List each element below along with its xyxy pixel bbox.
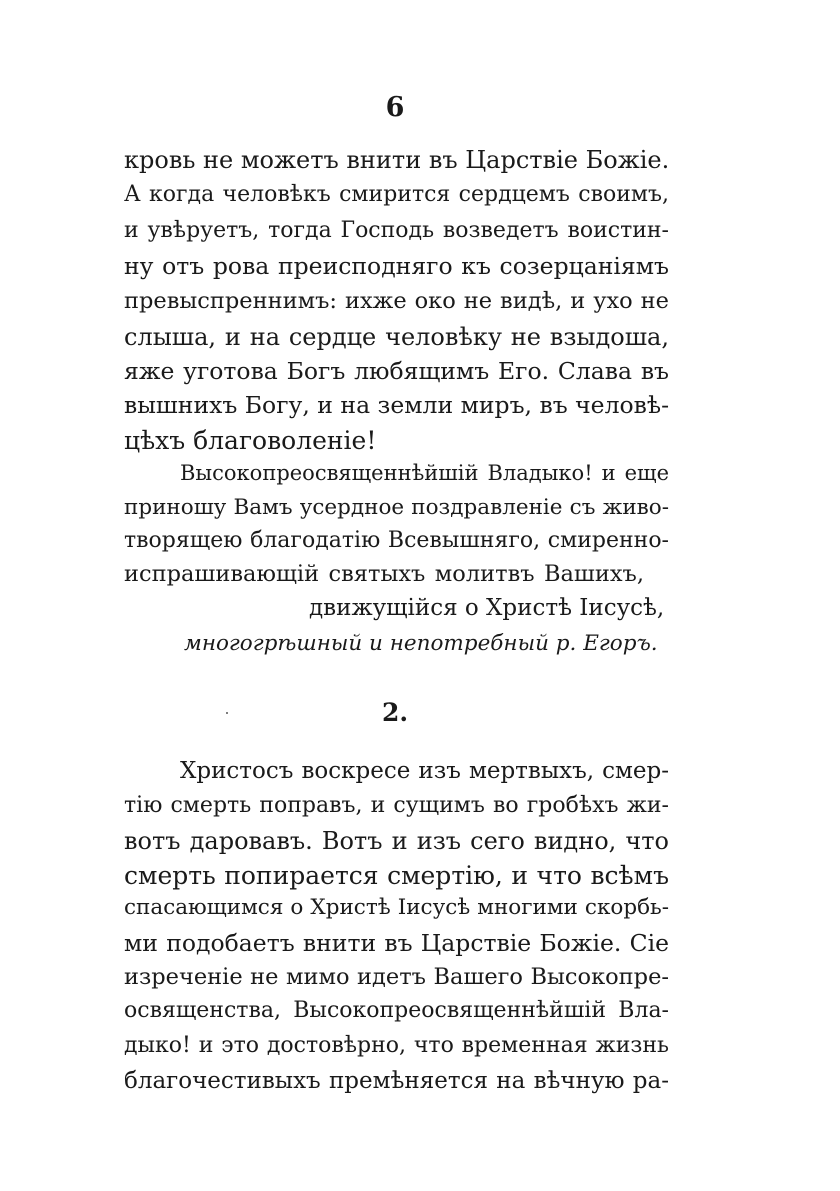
text-line: кровь не можетъ внити въ Царствіе Божіе. [124, 146, 670, 174]
text-line: Христосъ воскресе изъ мертвыхъ, смер- [180, 758, 669, 784]
text-line: А когда человѣкъ смирится сердцемъ своимъ, [124, 182, 669, 207]
address-line: Высокопреосвященнѣйшій Владыко! и еще [180, 461, 669, 485]
address-line: творящею благодатію Всевышняго, смиренно- [124, 528, 669, 553]
text-line: слыша, и на сердце человѣку не взыдоша, [124, 323, 669, 351]
address-line: испрашивающій святыхъ молитвъ Вашихъ, [124, 561, 644, 587]
signature-name: многогрѣшный и непотребный р. Егоръ. [184, 631, 658, 656]
text-line: и увѣруетъ, тогда Господь возведетъ воистин- [124, 218, 669, 243]
section-number: 2. [381, 698, 409, 727]
page-number: 6 [385, 92, 405, 123]
text-line: спасающимся о Христѣ Іисусѣ многими скорбь- [124, 895, 669, 920]
text-line: дыко! и это достовѣрно, что временная жизнь [124, 1033, 669, 1058]
text-line: вотъ даровавъ. Вотъ и изъ сего видно, что [124, 827, 669, 855]
text-line: смерть попирается смертію, и что всѣмъ [124, 861, 669, 890]
text-line: ну отъ рова преисподняго къ созерцаніямъ [124, 252, 669, 280]
signature-line: движущійся о Христѣ Іисусѣ, [309, 595, 665, 621]
text-line: цѣхъ благоволеніе! [124, 426, 377, 455]
text-line: превыспреннимъ: ихже око не видѣ, и ухо не [124, 288, 669, 314]
address-line: приношу Вамъ усердное поздравленіе съ живо- [124, 495, 669, 520]
text-line: вышнихъ Богу, и на земли миръ, въ человѣ- [124, 391, 670, 419]
text-line: благочестивыхъ премѣняется на вѣчную ра- [124, 1068, 669, 1094]
text-line: освященства, Высокопреосвященнѣйшій Вла- [124, 998, 669, 1023]
text-line: яже уготова Богъ любящимъ Его. Слава въ [124, 357, 669, 385]
text-line: тію смерть поправъ, и сущимъ во гробѣхъ жи- [124, 793, 669, 818]
text-line: изреченіе не мимо идетъ Вашего Высокопре- [124, 964, 669, 990]
text-line: ми подобаетъ внити въ Царствіе Божіе. Сіе [124, 929, 669, 957]
